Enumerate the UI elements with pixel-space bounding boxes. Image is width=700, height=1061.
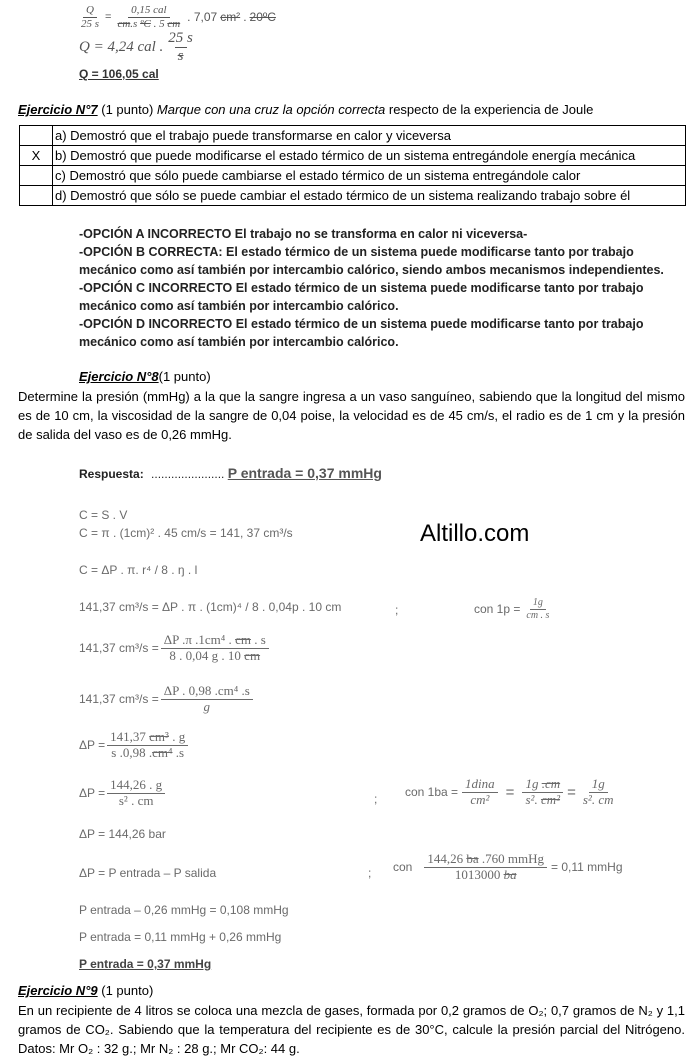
step-8: ΔP = $\frac{144,26 . g}{\text{s² . cm}}$ xyxy=(79,778,165,809)
option-text: d) Demostró que sólo se puede cambiar el estado térmico de un sistema realizando trabajo sobre él xyxy=(53,186,686,206)
option-text: b) Demostró que puede modificarse el estado térmico de un sistema entregándole energía mecánica xyxy=(53,146,686,166)
step-1: C = S . V xyxy=(79,508,128,522)
ej8-heading: Ejercicio N°8(1 punto) xyxy=(79,369,211,384)
calc-result: Q = 106,05 cal xyxy=(79,67,159,81)
fraction: $\frac{25 s}{s}$ xyxy=(168,30,193,65)
step-9: ΔP = 144,26 bar xyxy=(79,827,166,841)
fraction: $\frac{1g}{\text{s². cm}}$ xyxy=(582,776,614,807)
table-row xyxy=(20,126,686,146)
ej9-statement: En un recipiente de 4 litros se coloca una mezcla de gases, formada por 0,2 gramos de O₂; 0,7 gramos de N₂ y 1,1 gramos de CO₂. Sabiendo que la temperatura del recipiente es de 30°C, calcule la presión parcial del Nitrógeno. Datos: Mr O₂ : 32 g.; Mr N₂ : 28 g.; Mr CO₂: 44 g. xyxy=(18,1003,685,1056)
ej7-heading: Ejercicio N°7 (1 punto) Marque con una cruz la opción correcta respecto de la experiencia de Joule xyxy=(18,102,594,117)
answer-value: P entrada = 0,37 mmHg xyxy=(227,465,382,481)
step-11: P entrada – 0,26 mmHg = 0,108 mmHg xyxy=(79,903,289,917)
watermark: Altillo.com xyxy=(420,520,530,547)
ej7-options-table xyxy=(19,125,686,206)
fraction: $\frac{\text{0,15 cal}}{\text{cm.s ºC . 5 cm}}$ xyxy=(117,4,181,30)
fraction: $\frac{1g}{cm . s}$ xyxy=(526,597,550,621)
step-7: ΔP = $\frac{\text{141,37 cm³ . g}}{\text{s .0,98 .cm⁴ .s}}$ xyxy=(79,730,188,761)
option-text: c) Demostró que sólo puede cambiarse el estado térmico de un sistema entregándole calor xyxy=(53,166,686,186)
fraction: $\frac{\text{ΔP .π .1cm⁴ . cm . s}}{8 . 0,04 g . 10 cm}$ xyxy=(161,633,269,664)
ej8-statement: Determine la presión (mmHg) a la que la sangre ingresa a un vaso sanguíneo, sabiendo que la longitud del mismo es de 10 cm, la viscosidad de la sangre de 0,04 poise, la velocidad es de 45 cm/s, el radio es de 1 cm y la presión de salida del vaso es de 0,26 mmHg. xyxy=(18,389,685,442)
step-6: 141,37 cm³/s = $\frac{\text{ΔP . 0,98 .cm⁴ .s}}{g}$ xyxy=(79,684,253,715)
step-4: 141,37 cm³/s = ΔP . π . (1cm)⁴ / 8 . 0,04p . 10 cm xyxy=(79,600,342,614)
calc-line-2: Q = 4,24 cal . $\frac{25 s}{s}$ xyxy=(79,30,196,66)
fraction: $\frac{\text{1dina}}{\text{cm²}}$ xyxy=(462,777,498,808)
ej9-title: Ejercicio N°9 xyxy=(18,983,98,998)
step-13: P entrada = 0,37 mmHg xyxy=(79,957,212,971)
step-3: C = ΔP . π. r⁴ / 8 . ŋ . l xyxy=(79,563,198,577)
ej9-heading: Ejercicio N°9 (1 punto) xyxy=(18,983,154,998)
fraction: $\frac{144,26 . g}{\text{s² . cm}}$ xyxy=(107,778,165,809)
ej8-title: Ejercicio N°8 xyxy=(79,369,159,384)
step-12: P entrada = 0,11 mmHg + 0,26 mmHg xyxy=(79,930,282,944)
table-row xyxy=(20,186,686,206)
note-c: -OPCIÓN C INCORRECTO El estado térmico de un sistema puede modificarse tanto por trabajo mecánico como así también por intercambio calórico. xyxy=(79,281,644,313)
note-b: -OPCIÓN B CORRECTA: El estado térmico de un sistema puede modificarse tanto por trabajo mecánico como así también por intercambio calórico, siendo ambos mecanismos independientes. xyxy=(79,245,664,277)
option-mark: X xyxy=(20,146,53,166)
fraction: $\frac{\text{141,37 cm³ . g}}{\text{s .0,98 .cm⁴ .s}}$ xyxy=(107,730,188,761)
bar-conversion: con 1ba = $\frac{\text{1dina}}{\text{cm²}}$ = $\frac{1g .cm}{\text{s². cm²}}$ = $\frac{1g}{\text{s². cm}}$ xyxy=(405,777,617,808)
poise-conversion: con 1p = $\frac{1g}{cm . s}$ xyxy=(474,597,552,621)
note-d: -OPCIÓN D INCORRECTO El estado térmico de un sistema puede modificarse tanto por trabajo mecánico como así también por intercambio calórico. xyxy=(79,317,644,349)
ej7-title: Ejercicio N°7 xyxy=(18,102,98,117)
step-5: 141,37 cm³/s = $\frac{\text{ΔP .π .1cm⁴ . cm . s}}{8 . 0,04 g . 10 cm}$ xyxy=(79,633,269,664)
option-mark xyxy=(20,126,53,146)
step-2: C = π . (1cm)² . 45 cm/s = 141, 37 cm³/s xyxy=(79,526,293,540)
option-mark xyxy=(20,186,53,206)
step-10: ΔP = P entrada – P salida xyxy=(79,866,217,880)
table-row xyxy=(20,166,686,186)
note-a: -OPCIÓN A INCORRECTO El trabajo no se transforma en calor ni viceversa- xyxy=(79,227,528,241)
ej8-answer: Respuesta: ...................... P entrada = 0,37 mmHg xyxy=(79,465,382,481)
fraction: $\frac{\text{144,26 ba .760 mmHg}}{1013000 ba}$ xyxy=(424,852,547,883)
option-text: a) Demostró que el trabajo puede transformarse en calor y viceversa xyxy=(53,126,686,146)
fraction: $\frac{1g .cm}{\text{s². cm²}}$ xyxy=(522,777,563,808)
fraction: $\frac{\text{ΔP . 0,98 .cm⁴ .s}}{g}$ xyxy=(161,684,253,715)
calc-line-1: $\frac{Q}{25 s}$ = $\frac{\text{0,15 cal}}{\text{cm.s ºC . 5 cm}}$ . 7,07 cm² . 20ºC xyxy=(78,4,276,30)
option-mark xyxy=(20,166,53,186)
table-row xyxy=(20,146,686,166)
mmhg-conversion: con $\frac{\text{144,26 ba .760 mmHg}}{1013000 ba}$ = 0,11 mmHg xyxy=(393,851,623,882)
fraction: $\frac{Q}{25 s}$ xyxy=(81,4,100,30)
ej7-notes xyxy=(79,225,684,351)
